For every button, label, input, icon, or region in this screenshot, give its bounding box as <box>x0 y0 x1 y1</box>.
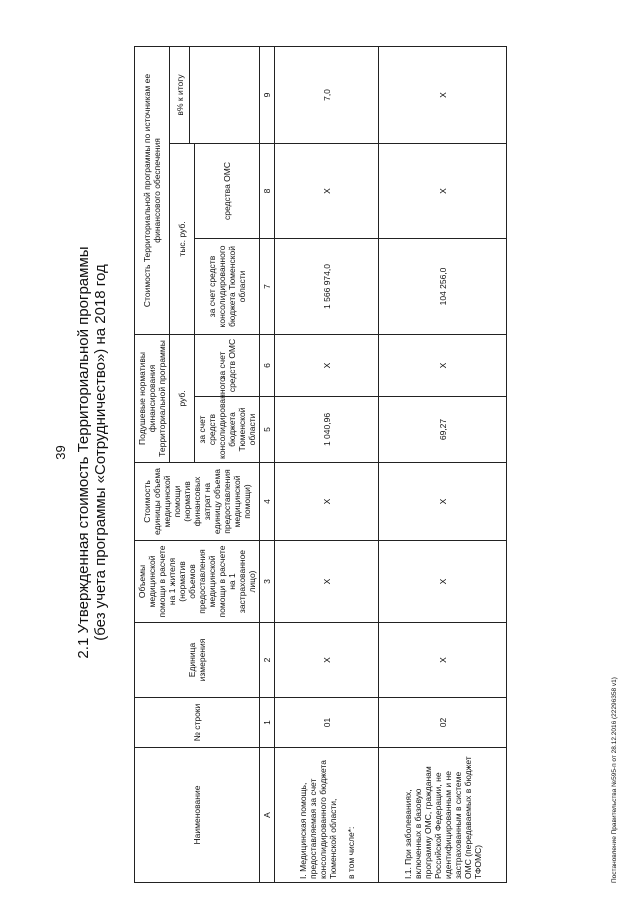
header-thous-rub: тыс. руб. <box>170 143 195 334</box>
col-number: 6 <box>260 334 275 396</box>
row-percent: 7,0 <box>275 46 379 143</box>
col-number: 1 <box>260 698 275 748</box>
col-number: А <box>260 748 275 883</box>
row-cost-budget: 104 256,0 <box>379 238 507 334</box>
table-row <box>275 46 379 882</box>
row-name: I.1. При заболеваниях, включенных в базовую программу ОМС, гражданам Российской Федерации, не идентифицированным и не застрахованным в системе ОМС (передаваемых в бюджет ТФОМС) <box>379 748 507 883</box>
title-line-1: 2.1 Утвержденная стоимость Территориальной программы <box>75 246 92 659</box>
col-number: 3 <box>260 541 275 623</box>
row-unit-cost: Х <box>379 463 507 541</box>
col-number: 4 <box>260 463 275 541</box>
row-number: 01 <box>275 698 379 748</box>
header-percent: в% к итогу <box>170 46 190 143</box>
header-row-no: № строки <box>135 698 260 748</box>
header-volume: Объемы медицинской помощи в расчете на 1 жителя (норматив объемов предоставления медицинской помощи в расчете на 1 застрахованное лицо) <box>135 541 260 623</box>
footer-note: Постановление Правительства №595-п от 28.12.2016 (22296358 v1) <box>611 677 618 883</box>
col-number: 9 <box>260 46 275 143</box>
header-cost-oms: средства ОМС <box>195 143 260 238</box>
row-cost-oms: Х <box>275 143 379 238</box>
col-number: 2 <box>260 623 275 698</box>
title-line-2: (без учета программы «Сотрудничество») на 2018 год <box>92 264 109 641</box>
header-cost-budget: за счет средств консолидированного бюджета Тюменской области <box>195 238 260 334</box>
header-norm-budget: за счет средств консолидированного бюджета Тюменской области <box>195 397 260 463</box>
row-percent: Х <box>379 46 507 143</box>
page-number: 39 <box>53 445 68 460</box>
header-unit-cost: Стоимость единицы объема медицинской помощи (норматив финансовых затрат на единицу объема предоставления медицинской помощи) <box>135 463 260 541</box>
header-norms: Подушевые нормативы финансирования Территориальной программы <box>135 334 170 462</box>
header-unit: Единица измерения <box>135 623 260 698</box>
header-percent-blank <box>190 46 260 143</box>
header-rub: руб. <box>170 334 195 462</box>
header-norm-oms: за счет средств ОМС <box>195 334 260 396</box>
row-unit: Х <box>379 623 507 698</box>
row-norm-oms: Х <box>275 334 379 396</box>
col-number: 8 <box>260 143 275 238</box>
row-norm-budget: 1 040,96 <box>275 397 379 463</box>
header-name: Наименование <box>135 748 260 883</box>
row-cost-budget: 1 566 974,0 <box>275 238 379 334</box>
row-norm-budget: 69,27 <box>379 397 507 463</box>
row-cost-oms: Х <box>379 143 507 238</box>
row-name-cell <box>275 748 379 883</box>
table-row <box>379 46 507 882</box>
row-unit: Х <box>275 623 379 698</box>
row-volume: Х <box>275 541 379 623</box>
header-total-cost: Стоимость Территориальной программы по источникам ее финансового обеспечения <box>135 46 170 334</box>
row-name: I. Медицинская помощь, предоставляемая за счет консолидированного бюджета Тюменской области, <box>297 760 338 879</box>
row-number: 02 <box>379 698 507 748</box>
row-unit-cost: Х <box>275 463 379 541</box>
col-number: 7 <box>260 238 275 334</box>
col-number: 5 <box>260 397 275 463</box>
row-norm-oms: Х <box>379 334 507 396</box>
row-volume: Х <box>379 541 507 623</box>
page-title <box>75 0 109 905</box>
row-subnote: в том числе*: <box>345 826 356 879</box>
cost-table <box>134 46 507 883</box>
column-number-row <box>260 46 275 882</box>
header-row-1 <box>135 46 170 882</box>
